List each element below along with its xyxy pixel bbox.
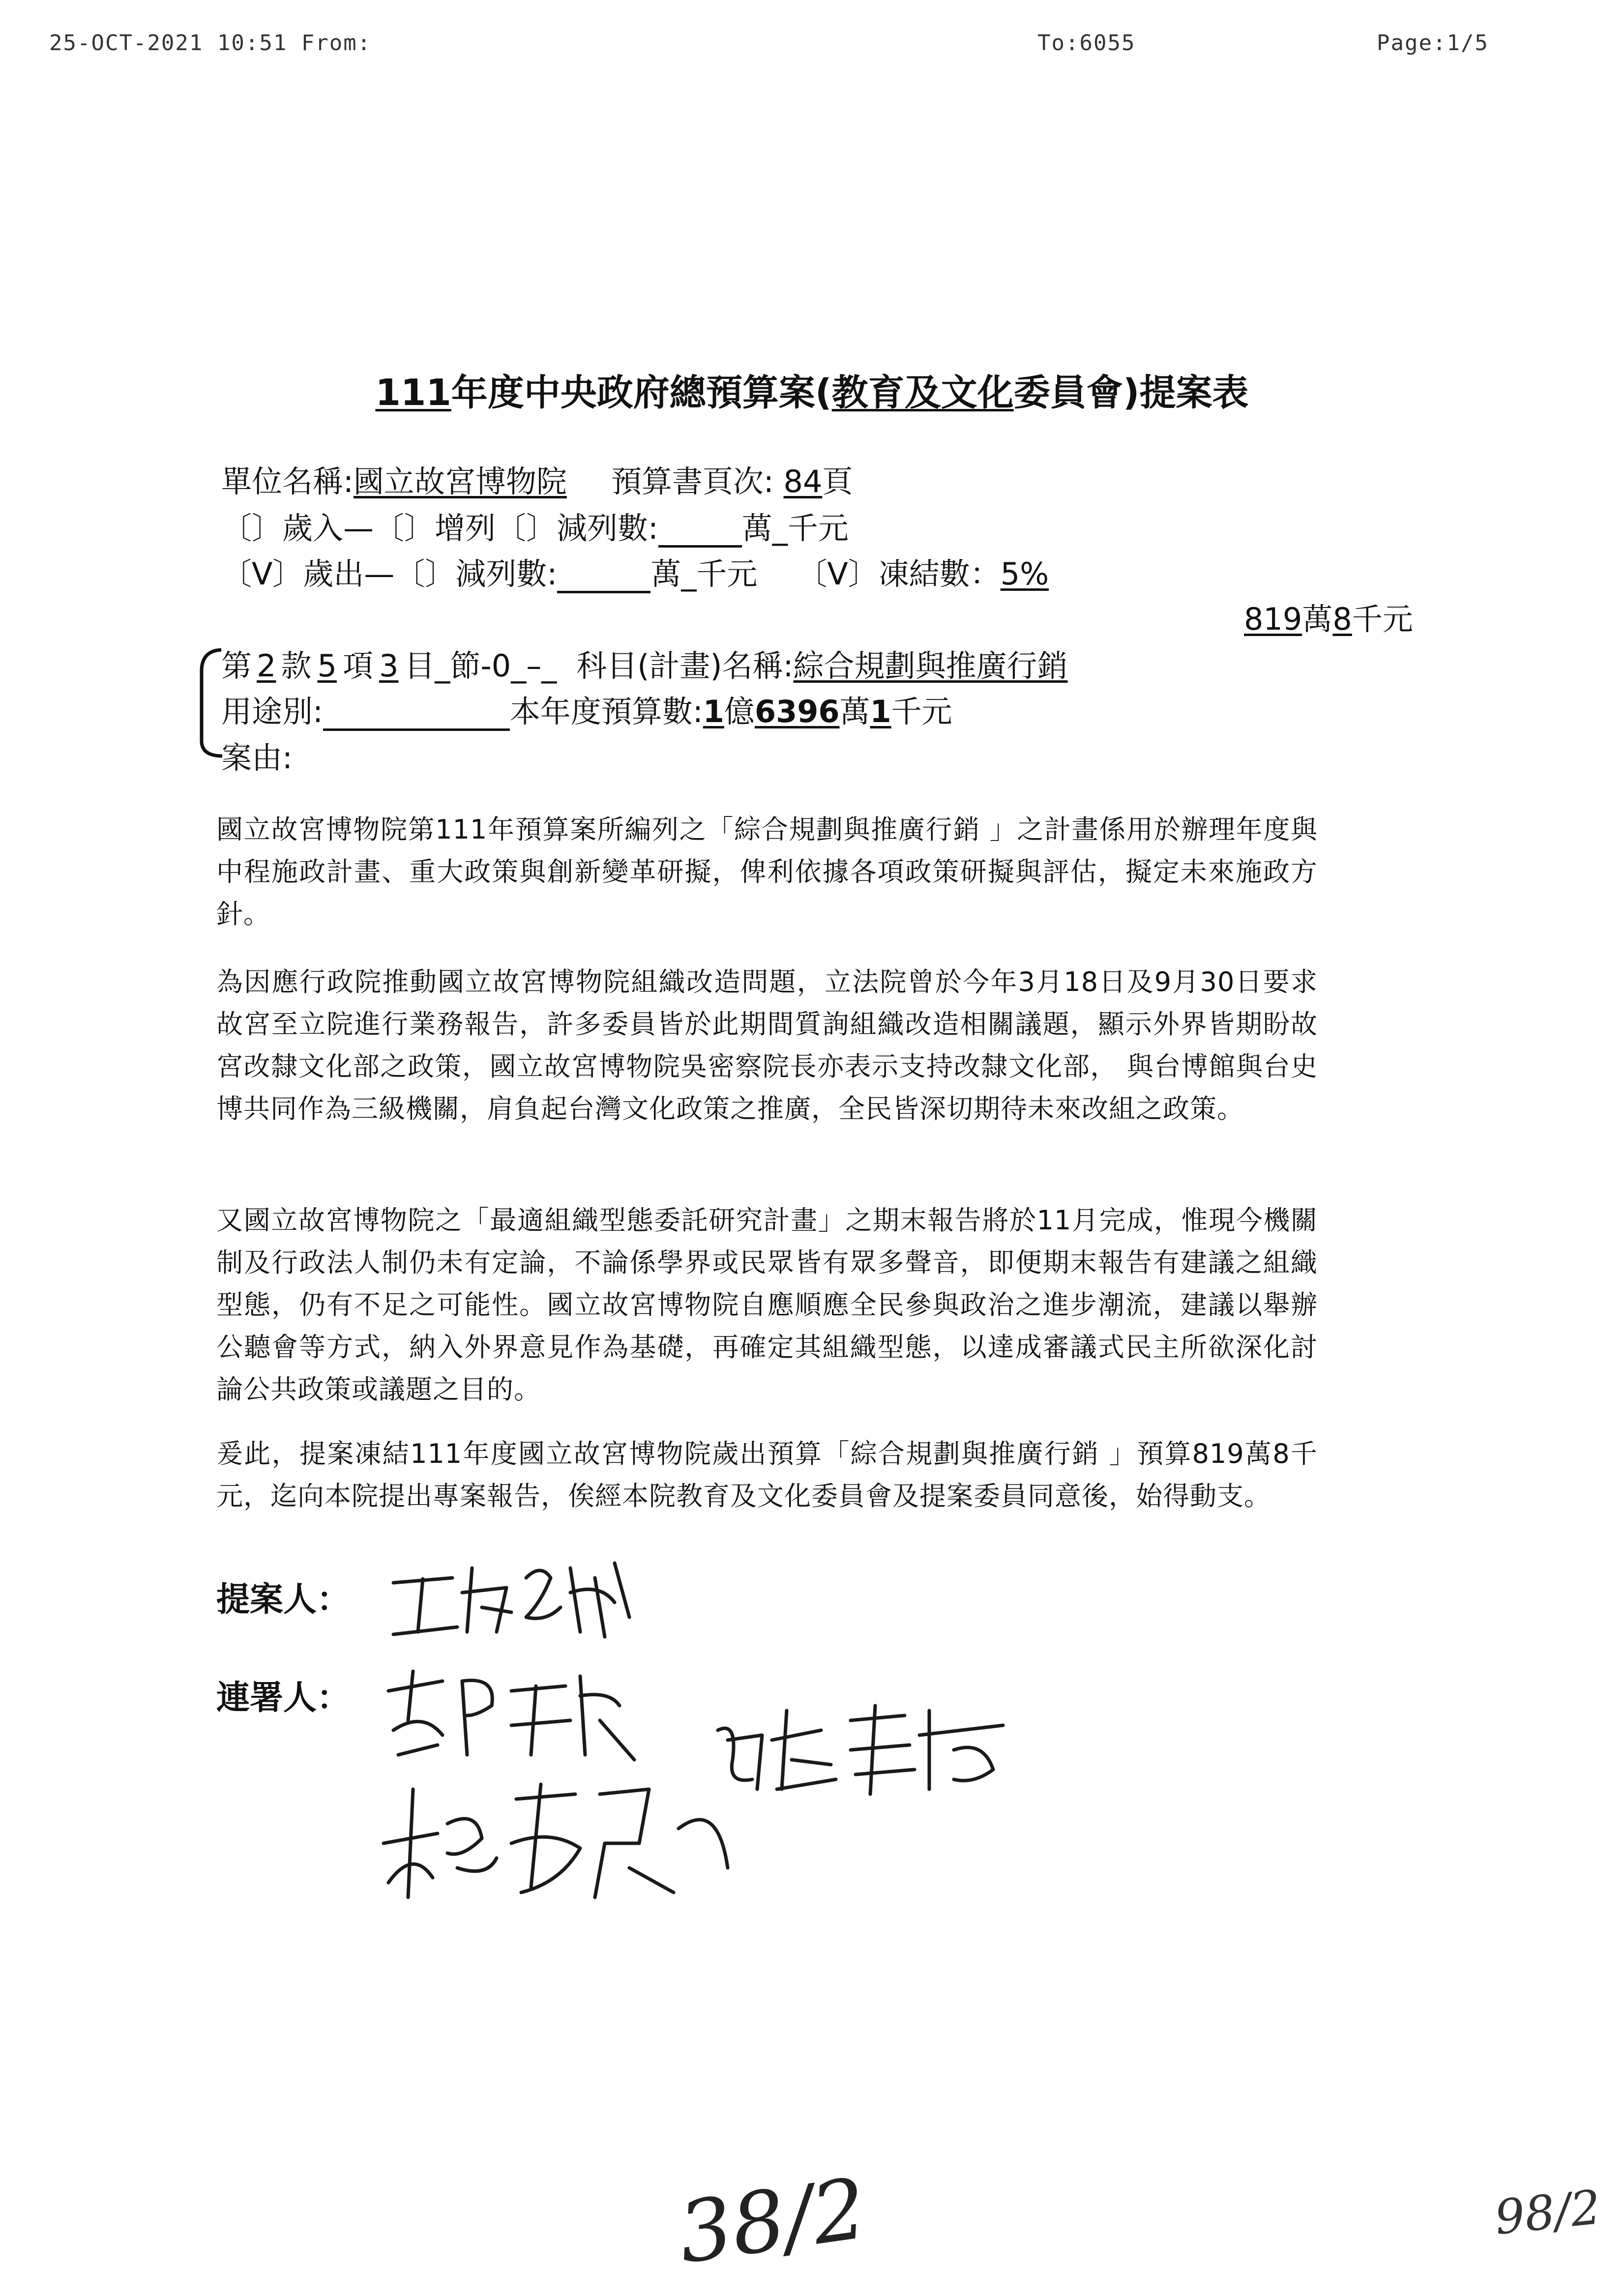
expense-qianyuan: 千元 — [696, 556, 758, 592]
revenue-prefix: 〔〕歲入—〔〕增列〔〕減列數: — [221, 510, 658, 546]
expense-wan: 萬 — [650, 556, 681, 592]
cosigner-signature-3 — [708, 1691, 1013, 1804]
freeze-label: 〔V〕凍結數： — [797, 556, 1001, 592]
subject-line — [221, 641, 1068, 685]
fax-header-date: 25-OCT-2021 10:51 From: — [49, 30, 372, 56]
handwritten-page-note: 38/2 — [673, 2160, 872, 2283]
page-suffix: 頁 — [822, 464, 853, 499]
revenue-line — [221, 504, 849, 548]
freeze-amount — [1244, 595, 1413, 639]
freeze-value: 5% — [1000, 556, 1049, 592]
kuan-label: 第 — [221, 648, 252, 684]
cosigner-signature-2 — [374, 1770, 738, 1907]
kuan-value: 2 — [257, 648, 276, 684]
reason-label: 案由: — [221, 740, 293, 776]
revenue-blank — [658, 516, 742, 548]
unit-name: 國立故宮博物院 — [353, 464, 567, 499]
freeze-amount-num2: 8 — [1332, 601, 1352, 637]
subject-name-label: 科目(計畫)名稱: — [576, 648, 794, 684]
budget-yi: 1 — [703, 694, 724, 729]
paragraph-3: 又國立故宮博物院之「最適組織型態委託研究計畫」之期末報告將於11月完成，惟現今機關制及行政法人制仍未有定論，不論係學界或民眾皆有眾多聲音，即便期末報告有建議之組織型態，仍有不足之可能性。國立故宮博物院自應順應全民參與政治之進步潮流，建議以舉辦公聽會等方式，納入外界意見作為基礎，再確定其組織型態，以達成審議式民主所欲深化討論公共政策或議題之目的。 — [216, 1205, 1318, 1405]
page-value: 84 — [783, 464, 823, 499]
title-year: 111 — [375, 372, 451, 414]
subject-name: 綜合規劃與推廣行銷 — [793, 648, 1068, 684]
budget-wan: 6396 — [754, 694, 840, 729]
revenue-sep: _ — [772, 510, 788, 546]
cosigner-label: 連署人： — [216, 1679, 351, 1717]
subject-bracket — [187, 644, 226, 762]
paragraph-1: 國立故宮博物院第111年預算案所編列之「綜合規劃與推廣行銷 」之計畫係用於辦理年度與中程施政計畫、重大政策與創新變革研擬，俾利依據各項政策研擬與評估，擬定未來施政方針。 — [216, 814, 1318, 930]
kuan-unit: 款 — [281, 648, 312, 684]
revenue-wan: 萬 — [741, 510, 772, 546]
xiang-unit: 項 — [342, 648, 373, 684]
paragraph-4: 爰此，提案凍結111年度國立故宮博物院歲出預算「綜合規劃與推廣行銷 」預算819萬8千元，迄向本院提出專案報告，俟經本院教育及文化委員會及提案委員同意後，始得動支。 — [216, 1438, 1318, 1511]
usage-line — [221, 687, 952, 731]
mu-unit: 目_節-0_–_ — [404, 648, 557, 684]
title-committee: 教育及文化 — [831, 372, 1014, 414]
fax-header-page: Page:1/5 — [1377, 30, 1489, 56]
freeze-amount-num1: 819 — [1244, 601, 1302, 637]
expense-prefix: 〔V〕歲出—〔〕減列數: — [221, 556, 558, 592]
freeze-amount-qianyuan: 千元 — [1352, 601, 1413, 637]
cosigner-signature-1 — [379, 1661, 644, 1774]
fax-header-to: To:6055 — [1037, 30, 1136, 56]
unit-line — [221, 457, 853, 501]
usage-blank — [323, 699, 510, 731]
proposer-signature — [384, 1548, 639, 1647]
xiang-value: 5 — [317, 648, 337, 684]
budget-wan-unit: 萬 — [839, 694, 870, 729]
paragraph-2: 為因應行政院推動國立故宮博物院組織改造問題，立法院曾於今年3月18日及9月30日要求故宮至立院進行業務報告，許多委員皆於此期間質詢組織改造相關議題，顯示外界皆期盼故宮改隸文化部之政策，國立故宮博物院吳密察院長亦表示支持改隸文化部， 與台博館與台史博共同作為三級機關，肩負起台灣文化政策之推廣，全民皆深切期待未來改組之政策。 — [216, 966, 1318, 1124]
budget-yi-unit: 億 — [724, 694, 755, 729]
proposer-label: 提案人： — [216, 1580, 351, 1619]
expense-sep: _ — [681, 556, 697, 592]
expense-blank — [557, 561, 650, 593]
title-text-a: 年度中央政府總預算案( — [451, 372, 832, 414]
usage-label: 用途別: — [221, 694, 323, 729]
expense-line — [221, 550, 1049, 593]
title-text-b: 委員會)提案表 — [1013, 372, 1249, 414]
freeze-amount-wan: 萬 — [1302, 601, 1333, 637]
unit-label: 單位名稱: — [221, 464, 354, 499]
budget-qian-unit: 千元 — [891, 694, 952, 729]
handwritten-corner-note: 98/2 — [1492, 2180, 1603, 2245]
budget-label: 本年度預算數: — [509, 694, 703, 729]
budget-qian: 1 — [870, 694, 891, 729]
mu-value: 3 — [379, 648, 399, 684]
revenue-qianyuan: 千元 — [787, 510, 849, 546]
document-title — [0, 364, 1624, 416]
page-label: 預算書頁次: — [611, 464, 774, 499]
